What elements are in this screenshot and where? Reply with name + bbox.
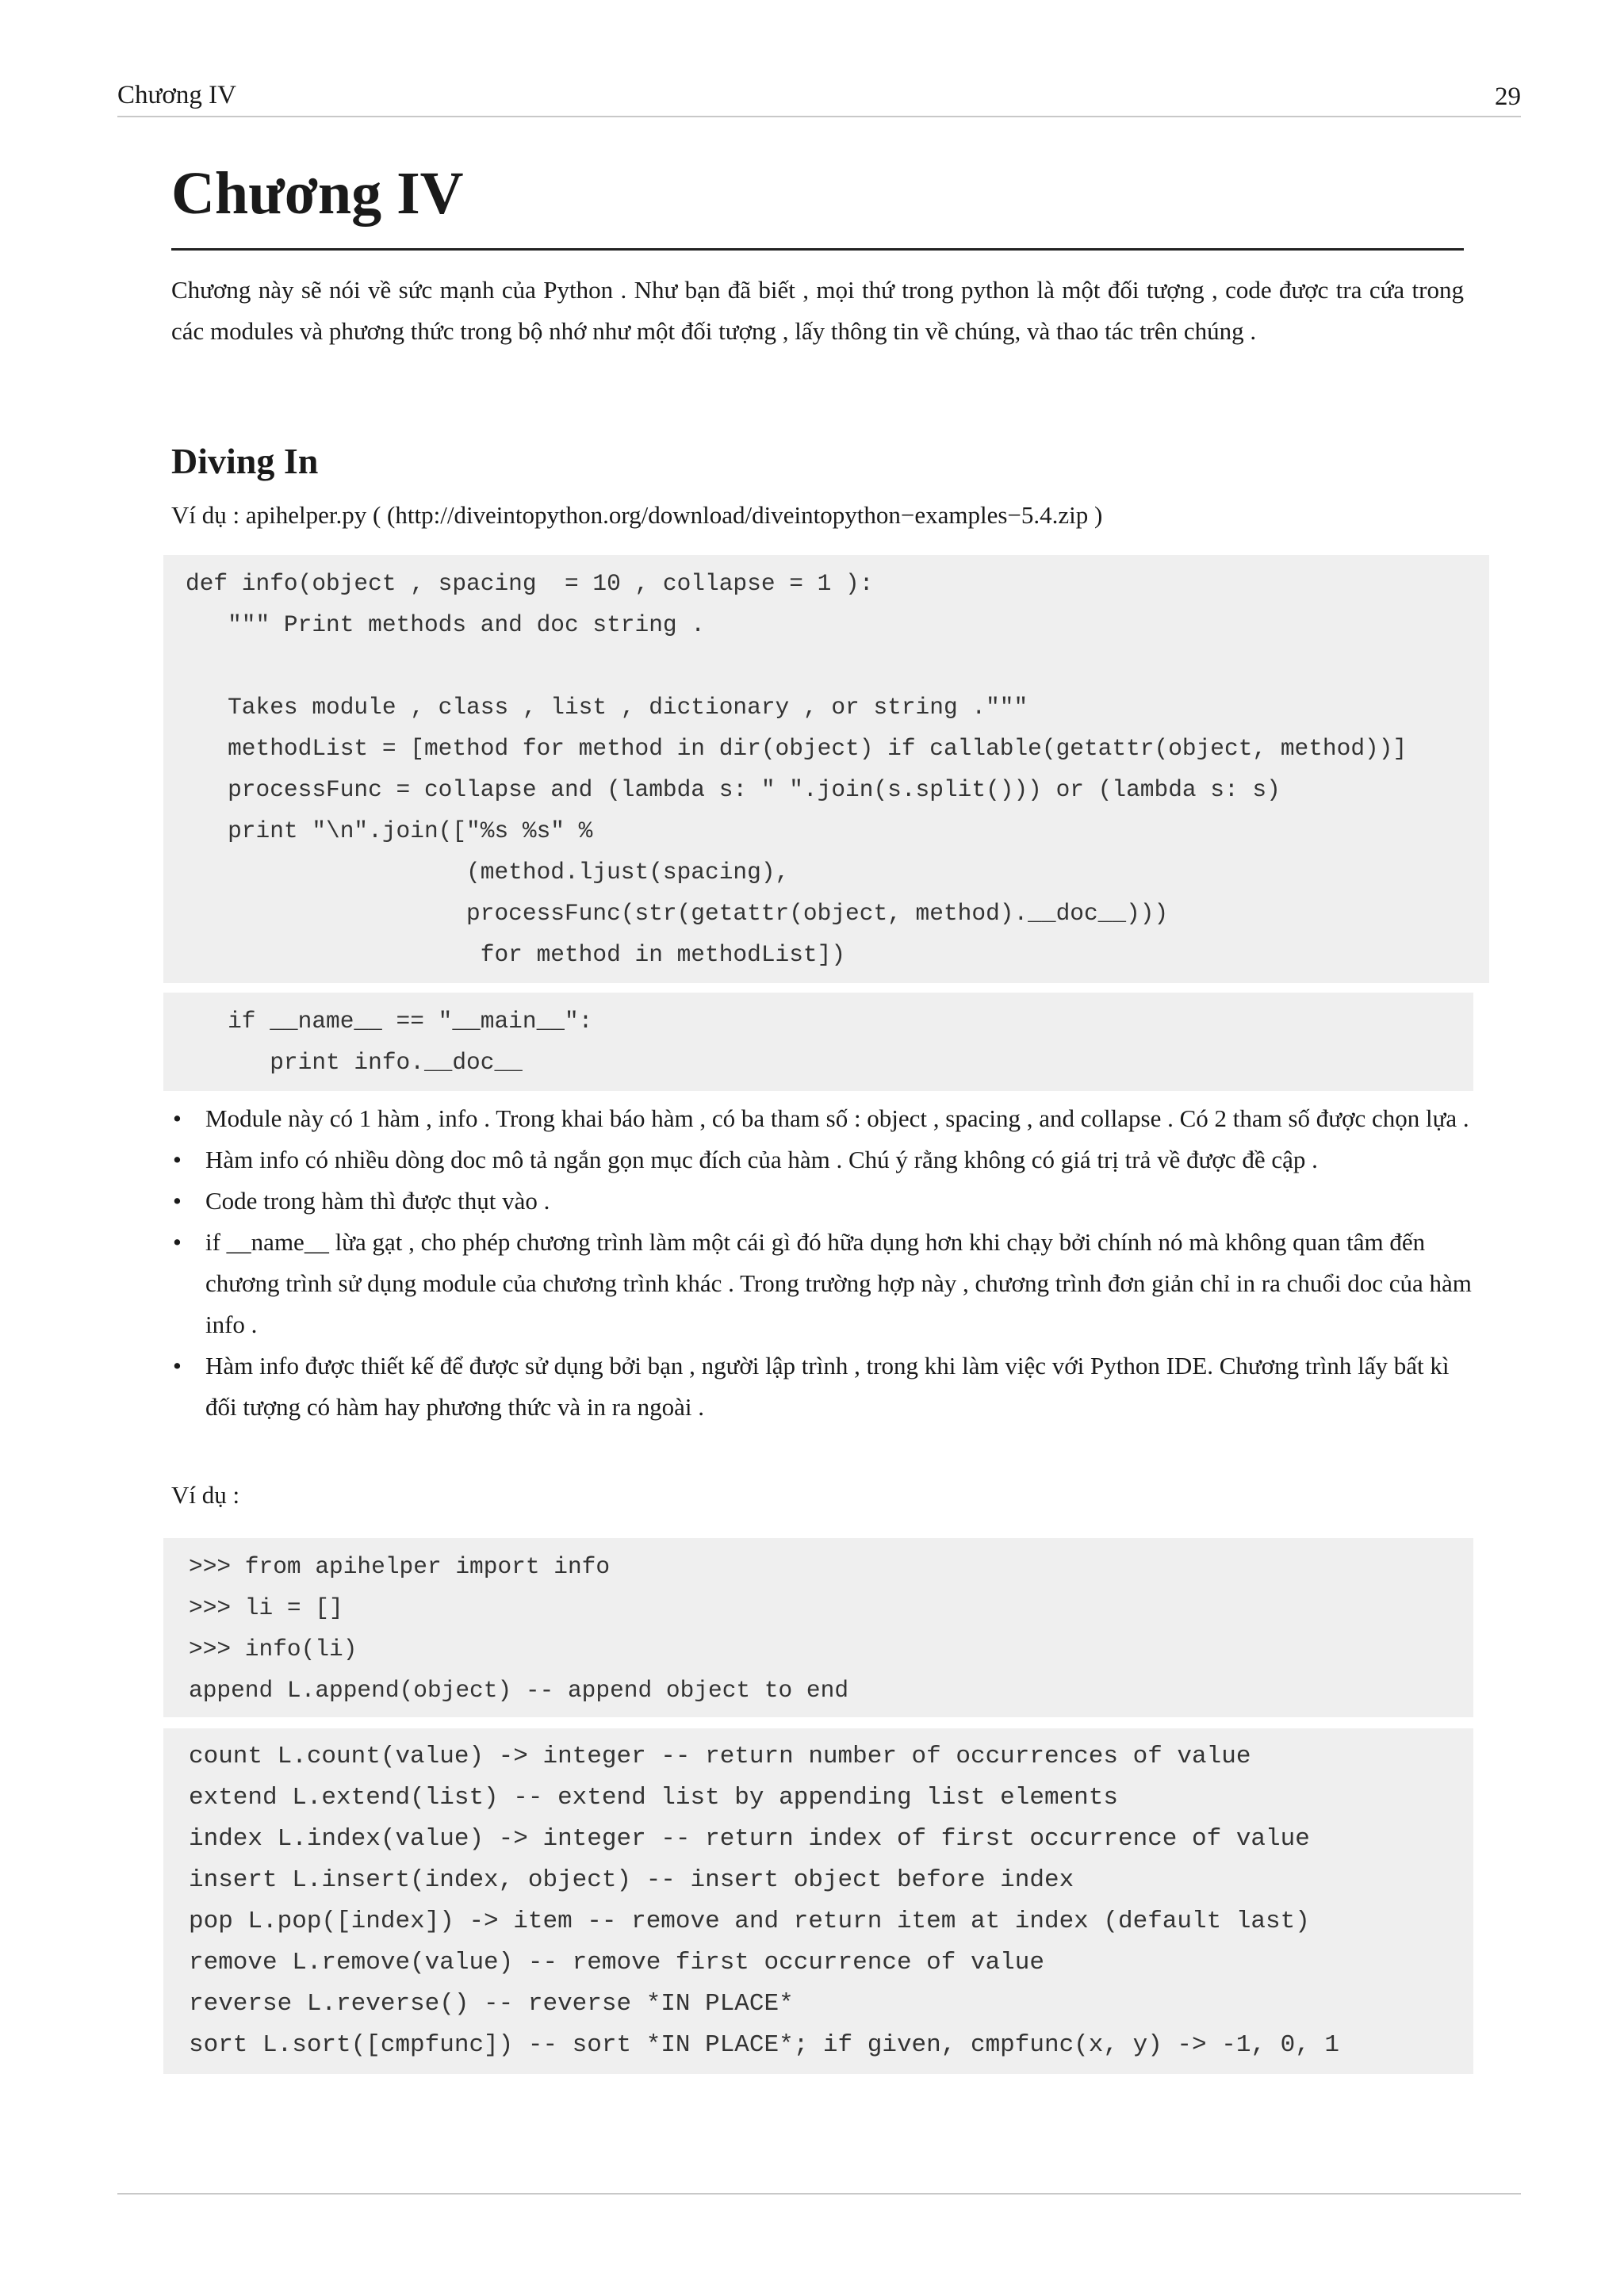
code-line: if __name__ == "__main__":: [186, 1008, 593, 1035]
code-line: >>> info(li): [189, 1636, 358, 1663]
code-block-interactive-session: [163, 1538, 1473, 1717]
code-line: extend L.extend(list) -- extend list by appending list elements: [189, 1784, 1118, 1812]
code-block-output: [163, 1728, 1473, 2074]
intro-paragraph: Chương này sẽ nói về sức mạnh của Python . Như bạn đã biết , mọi thứ trong python là một đối tượng , code được tra cứa trong các modules và phương thức trong bộ nhớ như một đối tượng , lấy thông tin về chúng, và thao tác trên chúng .: [171, 276, 1464, 345]
code-line: >>> from apihelper import info: [189, 1553, 611, 1580]
code-line: count L.count(value) -> integer -- return number of occurrences of value: [189, 1743, 1251, 1770]
bullet-icon: •: [173, 1352, 182, 1380]
code-line: Takes module , class , list , dictionary , or string .""": [186, 694, 1028, 721]
code-line: print info.__doc__: [186, 1049, 523, 1076]
code-line: index L.index(value) -> integer -- return index of first occurrence of value: [189, 1825, 1310, 1853]
chapter-title-rule: [171, 248, 1464, 251]
header-chapter-title: Chương IV: [117, 81, 236, 109]
example-source-line: Ví dụ : apihelper.py ( (http://diveintopython.org/download/diveintopython−examples−5.4.zip ): [171, 501, 1103, 529]
code-line: append L.append(object) -- append object to end: [189, 1677, 849, 1704]
list-item: [171, 1222, 1472, 1345]
list-item: [171, 1139, 1472, 1181]
list-item-text: if __name__ lừa gạt , cho phép chương trình làm một cái gì đó hữa dụng hơn khi chạy bởi chính nó mà không quan tâm đến chương trình sử dụng module của chương trình khác . Trong trường hợp này , chương trình đơn giản chỉ in ra chuổi doc của hàm info .: [205, 1228, 1472, 1338]
bullet-icon: •: [173, 1187, 182, 1215]
list-item: [171, 1345, 1472, 1428]
code-block-main-guard: [163, 993, 1473, 1091]
list-item-text: Hàm info có nhiều dòng doc mô tả ngắn gọn mục đích của hàm . Chú ý rằng không có giá trị trả về được đề cập .: [205, 1146, 1318, 1173]
code-line: sort L.sort([cmpfunc]) -- sort *IN PLACE*; if given, cmpfunc(x, y) -> -1, 0, 1: [189, 2031, 1340, 2059]
list-item-text: Hàm info được thiết kế để được sử dụng bởi bạn , người lập trình , trong khi làm việc với Python IDE. Chương trình lấy bất kì đối tượng có hàm hay phương thức và in ra ngoài .: [205, 1352, 1450, 1421]
code-line: methodList = [method for method in dir(object) if callable(getattr(object, method))]: [186, 735, 1408, 762]
bullet-icon: •: [173, 1228, 182, 1256]
bullet-list: [171, 1098, 1472, 1428]
code-line: insert L.insert(index, object) -- insert object before index: [189, 1866, 1074, 1894]
code-block-info-function: [163, 555, 1489, 983]
list-item: [171, 1181, 1472, 1222]
code-line: for method in methodList]): [186, 941, 846, 968]
code-line: pop L.pop([index]) -> item -- remove and return item at index (default last): [189, 1908, 1310, 1935]
chapter-title: Chương IV: [171, 160, 464, 227]
list-item-text: Module này có 1 hàm , info . Trong khai báo hàm , có ba tham số : object , spacing , and collapse . Có 2 tham số được chọn lựa .: [205, 1104, 1469, 1132]
list-item-text: Code trong hàm thì được thụt vào .: [205, 1187, 550, 1215]
bullet-icon: •: [173, 1146, 182, 1173]
code-line: processFunc = collapse and (lambda s: " ".join(s.split())) or (lambda s: s): [186, 776, 1281, 803]
code-line: [186, 645, 1489, 687]
footer-rule: [117, 2193, 1521, 2195]
code-line: reverse L.reverse() -- reverse *IN PLACE*: [189, 1990, 794, 2018]
code-line: >>> li = []: [189, 1594, 343, 1621]
example-label: Ví dụ :: [171, 1481, 240, 1509]
bullet-icon: •: [173, 1104, 182, 1132]
code-line: remove L.remove(value) -- remove first occurrence of value: [189, 1949, 1044, 1976]
page-number: 29: [1495, 82, 1521, 111]
code-line: def info(object , spacing = 10 , collapse = 1 ):: [186, 570, 874, 597]
code-line: (method.ljust(spacing),: [186, 859, 790, 886]
code-line: print "\n".join(["%s %s" %: [186, 817, 593, 844]
section-title: Diving In: [171, 441, 319, 481]
code-line: processFunc(str(getattr(object, method).__doc__))): [186, 900, 1169, 927]
page-header: [117, 76, 1521, 117]
list-item: [171, 1098, 1472, 1139]
code-line: """ Print methods and doc string .: [186, 611, 706, 638]
